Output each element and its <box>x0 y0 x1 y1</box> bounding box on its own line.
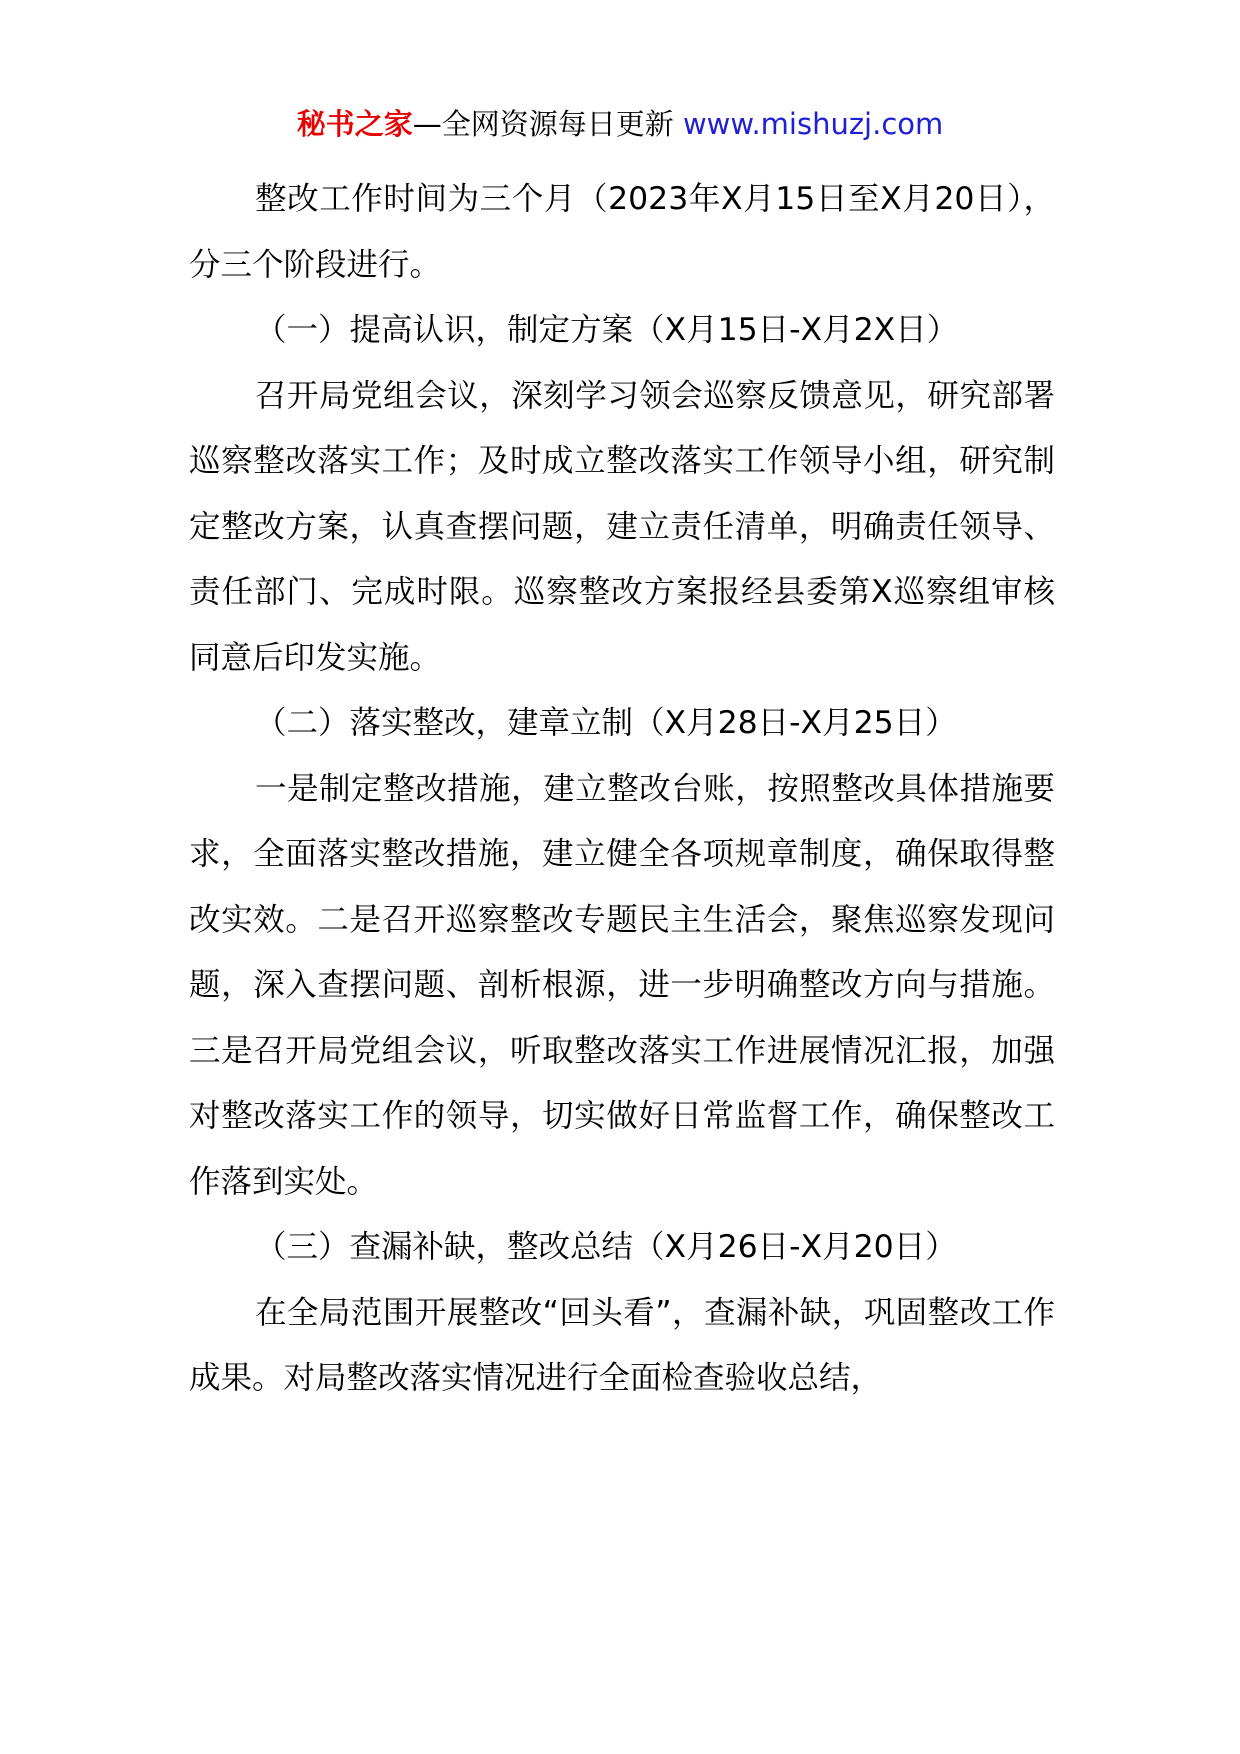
site-url-link[interactable]: www.mishuzj.com <box>682 107 944 141</box>
section-heading-1: （一）提高认识，制定方案（X月15日-X月2X日） <box>255 312 959 348</box>
header-tagline: —全网资源每日更新 <box>412 107 683 141</box>
site-header <box>0 104 1240 144</box>
paragraph-stage-1: 召开局党组会议，深刻学习领会巡察反馈意见，研究部署巡察整改落实工作；及时成立整改落实工作领导小组，研究制定整改方案，认真查摆问题，建立责任清单，明确责任领导、责任部门、完成时限。巡察整改方案报经县委第X巡察组审核同意后印发实施。 <box>189 377 1055 676</box>
brand-name: 秘书之家 <box>296 107 413 141</box>
paragraph-timeframe: 整改工作时间为三个月（2023年X月15日至X月20日），分三个阶段进行。 <box>189 181 1055 283</box>
paragraph-stage-2: 一是制定整改措施，建立整改台账，按照整改具体措施要求，全面落实整改措施，建立健全各项规章制度，确保取得整改实效。二是召开巡察整改专题民主生活会，聚焦巡察发现问题，深入查摆问题、剖析根源，进一步明确整改方向与措施。三是召开局党组会议，听取整改落实工作进展情况汇报，加强对整改落实工作的领导，切实做好日常监督工作，确保整改工作落到实处。 <box>189 770 1055 1200</box>
section-heading-2: （二）落实整改，建章立制（X月28日-X月25日） <box>255 705 957 741</box>
section-heading-3: （三）查漏补缺，整改总结（X月26日-X月20日） <box>255 1229 957 1265</box>
document-body <box>189 167 1055 1412</box>
paragraph-stage-3: 在全局范围开展整改“回头看”，查漏补缺，巩固整改工作成果。对局整改落实情况进行全面检查验收总结， <box>189 1294 1055 1396</box>
